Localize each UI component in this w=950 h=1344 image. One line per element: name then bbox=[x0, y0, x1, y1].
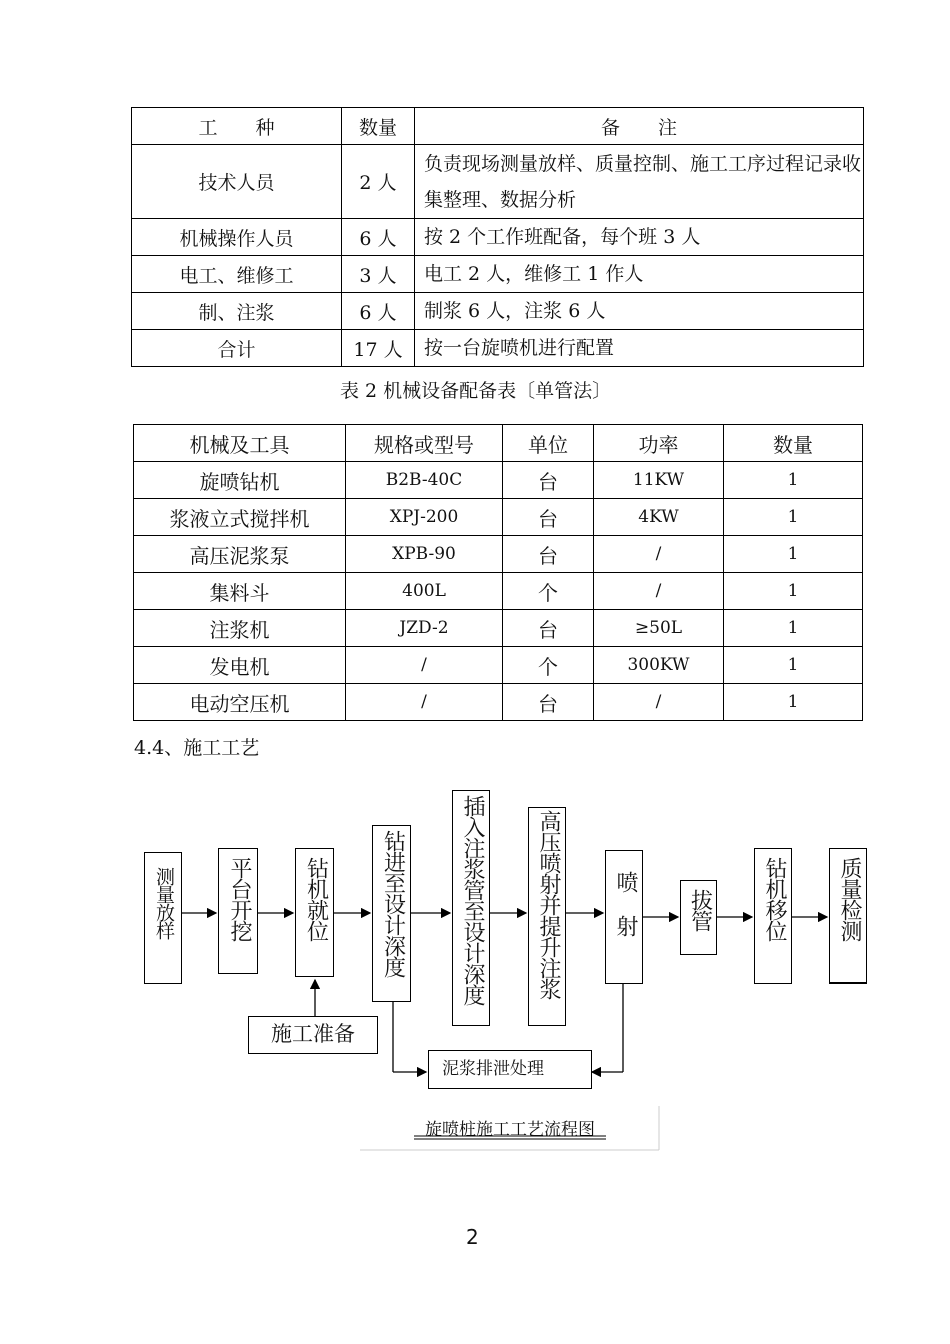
table-header-row bbox=[134, 425, 863, 462]
header-power: 功率 bbox=[594, 425, 724, 462]
cell-model: B2B-40C bbox=[346, 462, 503, 499]
header-remark: 备 注 bbox=[415, 108, 864, 145]
table-row bbox=[134, 684, 863, 721]
cell-power: 4KW bbox=[594, 499, 724, 536]
cell-unit: 台 bbox=[503, 499, 594, 536]
cell-name: 注浆机 bbox=[134, 610, 346, 647]
table-header-row bbox=[132, 108, 864, 145]
step-label: 测量放样 bbox=[153, 867, 175, 939]
cell-type: 机械操作人员 bbox=[132, 219, 342, 256]
cell-type: 技术人员 bbox=[132, 145, 342, 219]
flowchart-title: 旋喷桩施工工艺流程图 bbox=[425, 1120, 595, 1140]
table-caption: 表 2 机械设备配备表〔单管法〕 bbox=[340, 380, 612, 402]
cell-type: 电工、维修工 bbox=[132, 256, 342, 293]
step-drill-to-depth bbox=[372, 825, 411, 1002]
step-label: 插入注浆管至设计深度 bbox=[460, 795, 485, 1005]
cell-power: / bbox=[594, 684, 724, 721]
cell-name: 电动空压机 bbox=[134, 684, 346, 721]
table-row bbox=[134, 536, 863, 573]
cell-power: 300KW bbox=[594, 647, 724, 684]
header-qty: 数量 bbox=[724, 425, 863, 462]
cell-unit: 台 bbox=[503, 536, 594, 573]
cell-power: ≥50L bbox=[594, 610, 724, 647]
table-row bbox=[132, 256, 864, 293]
table-row bbox=[132, 330, 864, 367]
step-label: 钻进至设计深度 bbox=[380, 830, 406, 977]
cell-name: 浆液立式搅拌机 bbox=[134, 499, 346, 536]
step-label: 平台开挖 bbox=[227, 857, 252, 941]
table-row bbox=[132, 293, 864, 330]
header-count: 数量 bbox=[342, 108, 415, 145]
cell-qty: 1 bbox=[724, 499, 863, 536]
cell-remark: 制浆 6 人，注浆 6 人 bbox=[415, 293, 864, 330]
table-row bbox=[134, 462, 863, 499]
cell-power: 11KW bbox=[594, 462, 724, 499]
cell-model: XPJ-200 bbox=[346, 499, 503, 536]
table-row bbox=[134, 499, 863, 536]
cell-power: / bbox=[594, 573, 724, 610]
cell-qty: 1 bbox=[724, 536, 863, 573]
cell-unit: 个 bbox=[503, 573, 594, 610]
step-label: 钻机就位 bbox=[303, 857, 329, 941]
header-name: 机械及工具 bbox=[134, 425, 346, 462]
header-model: 规格或型号 bbox=[346, 425, 503, 462]
header-unit: 单位 bbox=[503, 425, 594, 462]
step-high-pressure-jet bbox=[528, 807, 566, 1026]
step-platform-excavation bbox=[218, 848, 258, 974]
equipment-table bbox=[133, 424, 863, 721]
cell-model: JZD-2 bbox=[346, 610, 503, 647]
cell-unit: 台 bbox=[503, 684, 594, 721]
cell-power: / bbox=[594, 536, 724, 573]
step-drill-relocation bbox=[754, 848, 792, 984]
cell-remark: 按一台旋喷机进行配置 bbox=[415, 330, 864, 367]
cell-count: 6 人 bbox=[342, 219, 415, 256]
cell-remark: 电工 2 人，维修工 1 作人 bbox=[415, 256, 864, 293]
table-row bbox=[132, 145, 864, 219]
section-heading: 4.4、施工工艺 bbox=[134, 737, 260, 759]
cell-count: 3 人 bbox=[342, 256, 415, 293]
personnel-table bbox=[131, 107, 864, 367]
cell-count: 17 人 bbox=[342, 330, 415, 367]
cell-count: 6 人 bbox=[342, 293, 415, 330]
step-pipe-extraction bbox=[680, 880, 717, 955]
step-label: 高压喷射并提升注浆 bbox=[536, 810, 561, 999]
cell-type: 制、注浆 bbox=[132, 293, 342, 330]
step-label: 质量检测 bbox=[837, 857, 862, 941]
cell-model: XPB-90 bbox=[346, 536, 503, 573]
table-row bbox=[134, 573, 863, 610]
cell-remark: 按 2 个工作班配备，每个班 3 人 bbox=[415, 219, 864, 256]
cell-model: 400L bbox=[346, 573, 503, 610]
table-row bbox=[134, 610, 863, 647]
cell-qty: 1 bbox=[724, 647, 863, 684]
cell-unit: 台 bbox=[503, 462, 594, 499]
step-label: 喷射 bbox=[613, 871, 638, 959]
step-quality-inspection bbox=[829, 848, 867, 984]
step-survey-layout bbox=[144, 852, 182, 984]
construction-preparation-box: 施工准备 bbox=[248, 1016, 378, 1054]
cell-qty: 1 bbox=[724, 684, 863, 721]
cell-qty: 1 bbox=[724, 573, 863, 610]
step-label: 拔管 bbox=[687, 889, 713, 931]
page-number: 2 bbox=[466, 1225, 479, 1249]
mud-discharge-box: 泥浆排泄处理 bbox=[428, 1050, 592, 1089]
cell-qty: 1 bbox=[724, 462, 863, 499]
step-insert-grout-pipe bbox=[452, 790, 490, 1026]
step-jetting bbox=[605, 850, 643, 984]
cell-name: 旋喷钻机 bbox=[134, 462, 346, 499]
header-type: 工 种 bbox=[132, 108, 342, 145]
cell-model: / bbox=[346, 684, 503, 721]
cell-type: 合计 bbox=[132, 330, 342, 367]
cell-count: 2 人 bbox=[342, 145, 415, 219]
cell-qty: 1 bbox=[724, 610, 863, 647]
cell-unit: 个 bbox=[503, 647, 594, 684]
cell-remark: 负责现场测量放样、质量控制、施工工序过程记录收集整理、数据分析 bbox=[415, 145, 864, 219]
table-row bbox=[134, 647, 863, 684]
cell-model: / bbox=[346, 647, 503, 684]
step-label: 钻机移位 bbox=[762, 857, 787, 941]
table-row bbox=[132, 219, 864, 256]
cell-name: 高压泥浆泵 bbox=[134, 536, 346, 573]
cell-name: 发电机 bbox=[134, 647, 346, 684]
cell-name: 集料斗 bbox=[134, 573, 346, 610]
cell-unit: 台 bbox=[503, 610, 594, 647]
step-drill-positioning bbox=[295, 848, 334, 977]
